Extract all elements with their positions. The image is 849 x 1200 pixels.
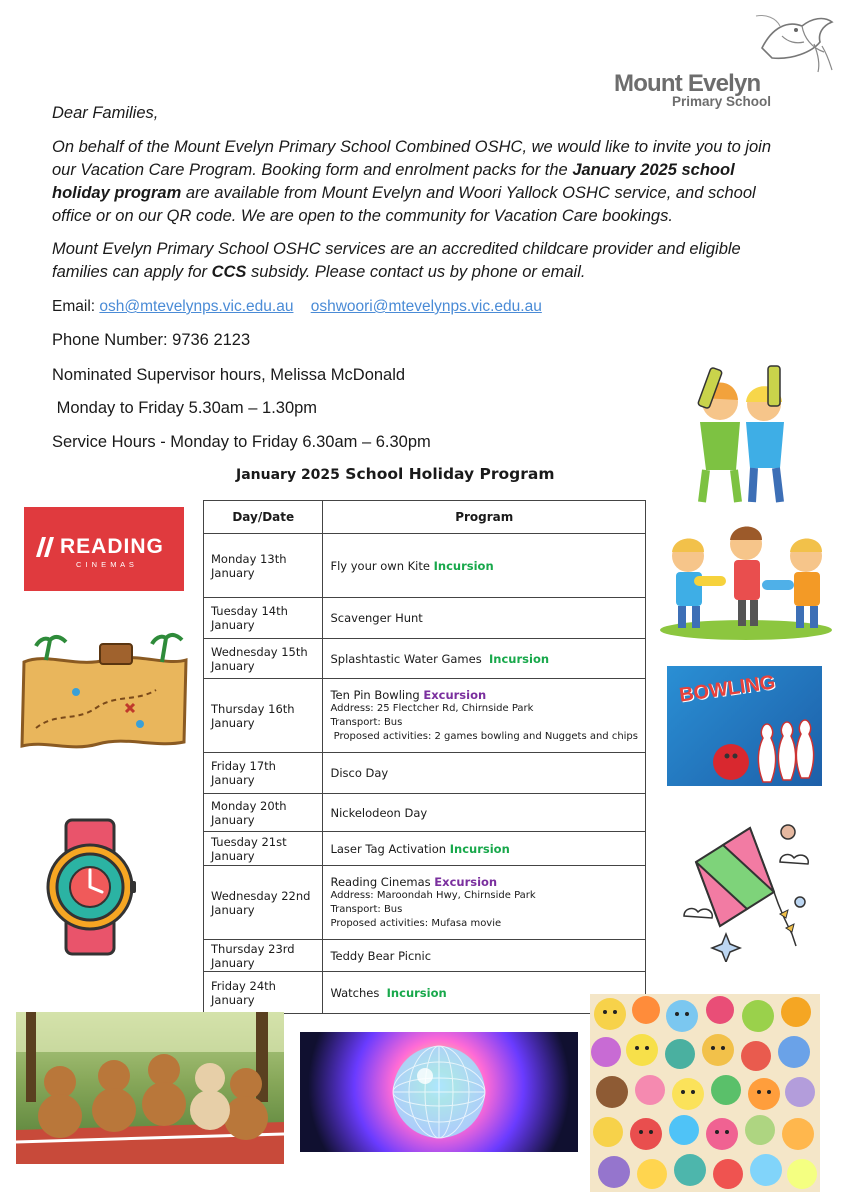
logo-title: Mount Evelyn — [614, 70, 761, 97]
supervisor-hours: Monday to Friday 5.30am – 1.30pm — [52, 399, 318, 417]
nickelodeon-characters-image — [590, 994, 820, 1192]
incursion-tag: Incursion — [449, 841, 510, 856]
activity-line — [330, 688, 638, 702]
table-row — [204, 753, 646, 794]
intro-line-2: our Vacation Care Program. Booking form and enrolment packs for the January 2025 school — [52, 161, 735, 179]
table-row — [204, 639, 646, 679]
activity-name: Splashtastic Water Games — [330, 651, 490, 666]
program-cell — [323, 794, 646, 832]
wristwatch-image — [44, 818, 136, 956]
activity-name: Nickelodeon Day — [330, 805, 428, 820]
program-table — [203, 500, 646, 1014]
supervisor-line: Nominated Supervisor hours, Melissa McDonald — [52, 366, 406, 384]
activity-line — [330, 806, 638, 820]
table-row — [204, 866, 646, 940]
table-row — [204, 940, 646, 972]
ccs-line-1: Mount Evelyn Primary School OSHC services are an accredited childcare provider and eligible — [52, 240, 741, 258]
day-cell: Thursday 16th January — [204, 679, 323, 753]
activity-detail: Address: Maroondah Hwy, Chirnside Park — [330, 889, 536, 901]
service-hours: Service Hours - Monday to Friday 6.30am – 6.30pm — [52, 433, 431, 451]
table-row — [204, 534, 646, 598]
incursion-tag: Incursion — [433, 558, 494, 573]
activity-line — [330, 949, 638, 963]
cartoon-collage-icon — [590, 994, 820, 1192]
table-row — [204, 679, 646, 753]
activity-detail: Transport: Bus — [330, 903, 403, 915]
email-link-woori[interactable]: oshwoori@mtevelynps.vic.edu.au — [310, 298, 542, 315]
greeting: Dear Families, — [52, 104, 159, 122]
activity-name: Reading Cinemas — [330, 874, 435, 889]
program-cell — [323, 679, 646, 753]
email-label: Email: — [52, 298, 100, 315]
bowling-image — [667, 666, 822, 786]
program-cell — [323, 639, 646, 679]
activity-line — [330, 766, 638, 780]
day-cell: Wednesday 15th January — [204, 639, 323, 679]
intro-paragraph — [52, 136, 792, 228]
cinema-slate-icon — [34, 535, 56, 559]
logo-subtitle: Primary School — [672, 94, 772, 109]
disco-ball-icon — [389, 1042, 489, 1142]
activity-name: Ten Pin Bowling — [330, 687, 424, 702]
program-cell — [323, 940, 646, 972]
excursion-tag: Excursion — [423, 687, 487, 702]
day-cell: Thursday 23rd January — [204, 940, 323, 972]
day-cell: Monday 20th January — [204, 794, 323, 832]
disco-ball-image — [300, 1032, 578, 1152]
cinemas-word: C I N E M A S — [76, 560, 135, 569]
activity-name: Scavenger Hunt — [330, 611, 423, 625]
bowling-label: BOWLING — [677, 671, 777, 707]
day-cell: Tuesday 14th January — [204, 598, 323, 639]
activity-detail: Proposed activities: 2 games bowling and Nuggets and chips — [330, 730, 638, 742]
ccs-paragraph — [52, 238, 792, 284]
treasure-map-image — [16, 632, 192, 756]
teddy-bear-picnic-image — [16, 1012, 284, 1164]
incursion-tag: Incursion — [386, 985, 447, 1000]
day-cell: Friday 24th January — [204, 972, 323, 1014]
program-cell — [323, 832, 646, 866]
table-row — [204, 794, 646, 832]
activity-name: Teddy Bear Picnic — [330, 948, 432, 963]
reading-cinemas-logo — [24, 507, 184, 591]
kite-image — [676, 822, 816, 962]
column-header-day: Day/Date — [204, 501, 323, 534]
intro-line-1: On behalf of the Mount Evelyn Primary School Combined OSHC, we would like to invite you to join — [52, 138, 772, 156]
activity-name: Laser Tag Activation — [330, 841, 450, 856]
phone-number: Phone Number: 9736 2123 — [52, 331, 251, 349]
table-header-row — [204, 501, 646, 534]
activity-detail: Address: 25 Flectcher Rd, Chirnside Park — [330, 702, 534, 714]
reading-word: READING — [60, 535, 164, 558]
day-cell: Tuesday 21st January — [204, 832, 323, 866]
day-cell: Friday 17th January — [204, 753, 323, 794]
email-line — [52, 295, 542, 318]
activity-name: Fly your own Kite — [330, 558, 434, 573]
activity-line — [330, 611, 638, 625]
activity-line — [330, 875, 638, 889]
activity-name: Disco Day — [330, 766, 389, 780]
program-cell — [323, 753, 646, 794]
table-row — [204, 832, 646, 866]
laser-tag-kids-image — [676, 362, 810, 504]
bird-logo-icon — [752, 8, 837, 76]
activity-line — [330, 559, 638, 573]
school-logo — [612, 8, 837, 108]
program-cell — [323, 598, 646, 639]
table-row — [204, 972, 646, 1014]
activity-detail: Transport: Bus — [330, 716, 403, 728]
ccs-highlight: CCS — [211, 263, 247, 281]
day-cell: Monday 13th January — [204, 534, 323, 598]
activity-name: Watches — [330, 985, 387, 1000]
incursion-tag: Incursion — [489, 651, 550, 666]
activity-line — [330, 652, 638, 666]
day-cell: Wednesday 22nd January — [204, 866, 323, 940]
activity-detail: Proposed activities: Mufasa movie — [330, 917, 502, 929]
excursion-tag: Excursion — [434, 874, 498, 889]
program-cell — [323, 866, 646, 940]
email-link-osh[interactable]: osh@mtevelynps.vic.edu.au — [99, 298, 294, 315]
program-highlight: January 2025 school — [572, 161, 735, 179]
table-row — [204, 598, 646, 639]
intro-line-4: office or on our QR code. We are open to the community for Vacation Care bookings. — [52, 207, 673, 225]
program-title: January 2025 School Holiday Program — [236, 465, 555, 483]
bowling-pins-icon — [697, 702, 817, 786]
program-cell — [323, 534, 646, 598]
column-header-program: Program — [323, 501, 646, 534]
water-games-kids-image — [658, 520, 834, 640]
teddy-bears-icon — [16, 1012, 284, 1164]
activity-line — [330, 842, 638, 856]
intro-line-3: holiday program are available from Mount Evelyn and Woori Yallock OSHC service, and school — [52, 184, 756, 202]
ccs-line-2: families can apply for CCS subsidy. Please contact us by phone or email. — [52, 263, 586, 281]
